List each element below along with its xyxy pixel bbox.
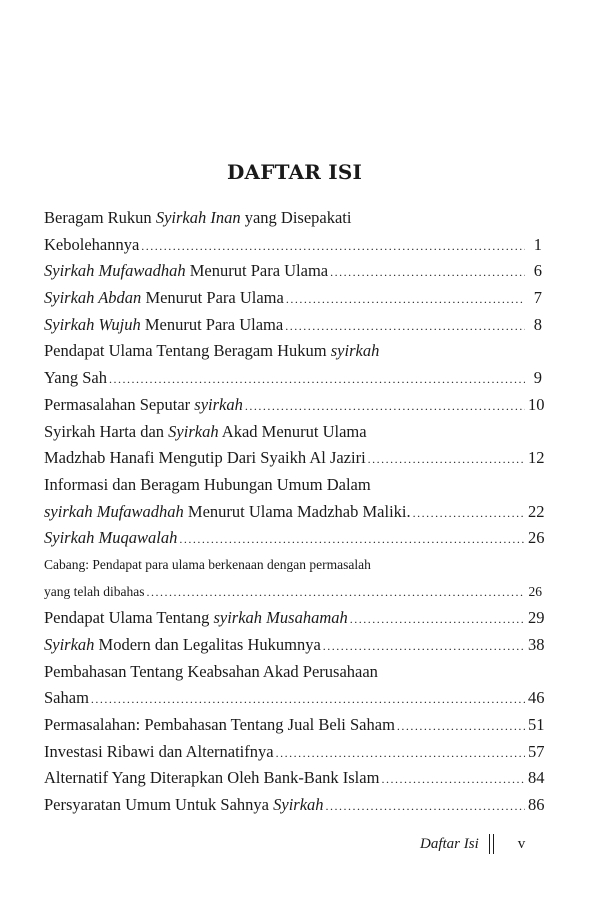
toc-entry bbox=[44, 632, 545, 659]
toc-entry-text: Alternatif Yang Diterapkan Oleh Bank-Bank Islam bbox=[44, 768, 380, 788]
toc-entry bbox=[44, 739, 545, 766]
toc-entry-text: Syirkah bbox=[273, 795, 324, 815]
toc-page-number: 38 bbox=[528, 635, 545, 654]
toc-entry-text: yang Disepakati bbox=[240, 208, 352, 227]
toc-page-number: 51 bbox=[528, 715, 545, 735]
toc-entry-text: Cabang: Pendapat para ulama berkenaan dengan permasalah bbox=[44, 556, 371, 572]
toc-entry-text: Syirkah Inan bbox=[155, 208, 241, 227]
toc-page-number: 7 bbox=[533, 288, 542, 308]
footer-divider bbox=[489, 834, 494, 854]
toc-entry-text: Syirkah Abdan bbox=[44, 288, 142, 308]
dot-leader bbox=[323, 633, 525, 660]
toc-entry bbox=[44, 685, 545, 712]
dot-leader bbox=[368, 446, 525, 473]
toc-entry bbox=[44, 312, 542, 339]
dot-leader bbox=[146, 579, 525, 606]
toc-entry-text: Menurut Ulama Madzhab Maliki. bbox=[183, 501, 411, 521]
toc-entry bbox=[44, 552, 542, 579]
dot-leader bbox=[141, 233, 525, 260]
toc-entry-text: Permasalahan: Pembahasan Tentang Jual Beli Saham bbox=[44, 715, 395, 735]
footer-page-number: v bbox=[517, 835, 526, 852]
toc-entry-text: Menurut Para Ulama bbox=[141, 288, 284, 308]
toc-page-number: 86 bbox=[528, 795, 545, 815]
toc-entry-text: Syirkah Mufawadhah bbox=[44, 261, 186, 281]
table-of-contents bbox=[44, 205, 545, 819]
dot-leader bbox=[286, 286, 525, 313]
toc-entry-text: syirkah Mufawadhah bbox=[44, 501, 184, 521]
dot-leader bbox=[91, 686, 525, 713]
toc-entry bbox=[44, 205, 542, 232]
toc-entry-text: Pendapat Ulama Tentang bbox=[44, 608, 214, 628]
toc-entry-text: Madzhab Hanafi Mengutip Dari Syaikh Al Jaziri bbox=[44, 448, 366, 468]
dot-leader bbox=[381, 766, 525, 793]
dot-leader bbox=[326, 793, 525, 820]
page-footer bbox=[420, 833, 550, 855]
toc-page-number: 46 bbox=[528, 688, 545, 708]
toc-entry bbox=[44, 258, 542, 285]
toc-entry-text: Modern dan Legalitas Hukumnya bbox=[94, 635, 321, 654]
dot-leader bbox=[397, 713, 525, 740]
toc-entry-text: Persyaratan Umum Untuk Sahnya bbox=[44, 795, 274, 815]
toc-entry-text: Menurut Para Ulama bbox=[185, 261, 329, 281]
toc-entry-text: Pembahasan Tentang Keabsahan Akad Perusahaan bbox=[44, 661, 378, 681]
toc-entry-text: Syirkah bbox=[168, 421, 219, 441]
dot-leader bbox=[285, 313, 525, 340]
dot-leader bbox=[276, 740, 525, 767]
toc-page-number: 57 bbox=[528, 741, 545, 761]
toc-entry bbox=[44, 792, 545, 819]
toc-page-number: 1 bbox=[533, 234, 542, 254]
dot-leader bbox=[109, 366, 525, 393]
toc-entry-text: Syirkah Muqawalah bbox=[44, 528, 178, 548]
toc-entry bbox=[44, 499, 545, 526]
toc-entry-text: Syirkah Wujuh bbox=[44, 314, 141, 334]
toc-page-number: 9 bbox=[533, 368, 542, 388]
toc-page-number: 84 bbox=[528, 768, 545, 788]
toc-entry bbox=[44, 605, 545, 632]
toc-entry bbox=[44, 419, 542, 446]
page-title: DAFTAR ISI bbox=[226, 160, 363, 184]
toc-entry bbox=[44, 365, 542, 392]
toc-entry bbox=[44, 712, 545, 739]
toc-entry-text: Informasi dan Beragam Hubungan Umum Dalam bbox=[44, 474, 371, 494]
toc-entry-text: Akad Menurut Ulama bbox=[218, 421, 367, 441]
dot-leader bbox=[350, 606, 525, 633]
toc-page-number: 29 bbox=[528, 608, 545, 628]
toc-page-number: 12 bbox=[528, 448, 545, 468]
toc-entry bbox=[44, 579, 542, 606]
toc-entry bbox=[44, 472, 542, 499]
toc-page-number: 22 bbox=[528, 501, 545, 521]
toc-entry-text: Kebolehannya bbox=[44, 234, 140, 254]
toc-entry-text: syirkah bbox=[194, 394, 243, 414]
toc-entry bbox=[44, 232, 542, 259]
toc-entry bbox=[44, 525, 545, 552]
toc-entry bbox=[44, 338, 542, 365]
toc-entry-text: Permasalahan Seputar bbox=[44, 394, 195, 414]
dot-leader bbox=[179, 526, 525, 553]
toc-entry bbox=[44, 765, 545, 792]
toc-entry-text: Saham bbox=[44, 688, 89, 708]
toc-entry bbox=[44, 285, 542, 312]
toc-page-number: 6 bbox=[533, 261, 542, 281]
toc-entry-text: Pendapat Ulama Tentang Beragam Hukum bbox=[44, 341, 331, 361]
footer-label: Daftar Isi bbox=[420, 835, 479, 852]
dot-leader bbox=[413, 500, 525, 527]
toc-page-number: 10 bbox=[528, 394, 545, 414]
toc-entry-text: syirkah Musahamah bbox=[213, 608, 348, 628]
toc-page-number: 26 bbox=[528, 583, 542, 599]
dot-leader bbox=[245, 393, 525, 420]
toc-entry-text: Syirkah bbox=[44, 635, 95, 654]
toc-entry bbox=[44, 659, 542, 686]
toc-page-number: 8 bbox=[533, 314, 542, 334]
toc-entry-text: Yang Sah bbox=[44, 368, 107, 388]
toc-entry-text: yang telah dibahas bbox=[44, 583, 145, 599]
toc-entry-text: Syirkah Harta dan bbox=[44, 421, 169, 441]
toc-entry-text: syirkah bbox=[330, 341, 380, 361]
toc-entry-text: Beragam Rukun bbox=[44, 208, 156, 227]
dot-leader bbox=[330, 259, 525, 286]
toc-entry-text: Menurut Para Ulama bbox=[140, 314, 284, 334]
toc-entry bbox=[44, 392, 545, 419]
toc-entry-text: Investasi Ribawi dan Alternatifnya bbox=[44, 741, 274, 761]
toc-page-number: 26 bbox=[528, 528, 545, 548]
toc-entry bbox=[44, 445, 545, 472]
